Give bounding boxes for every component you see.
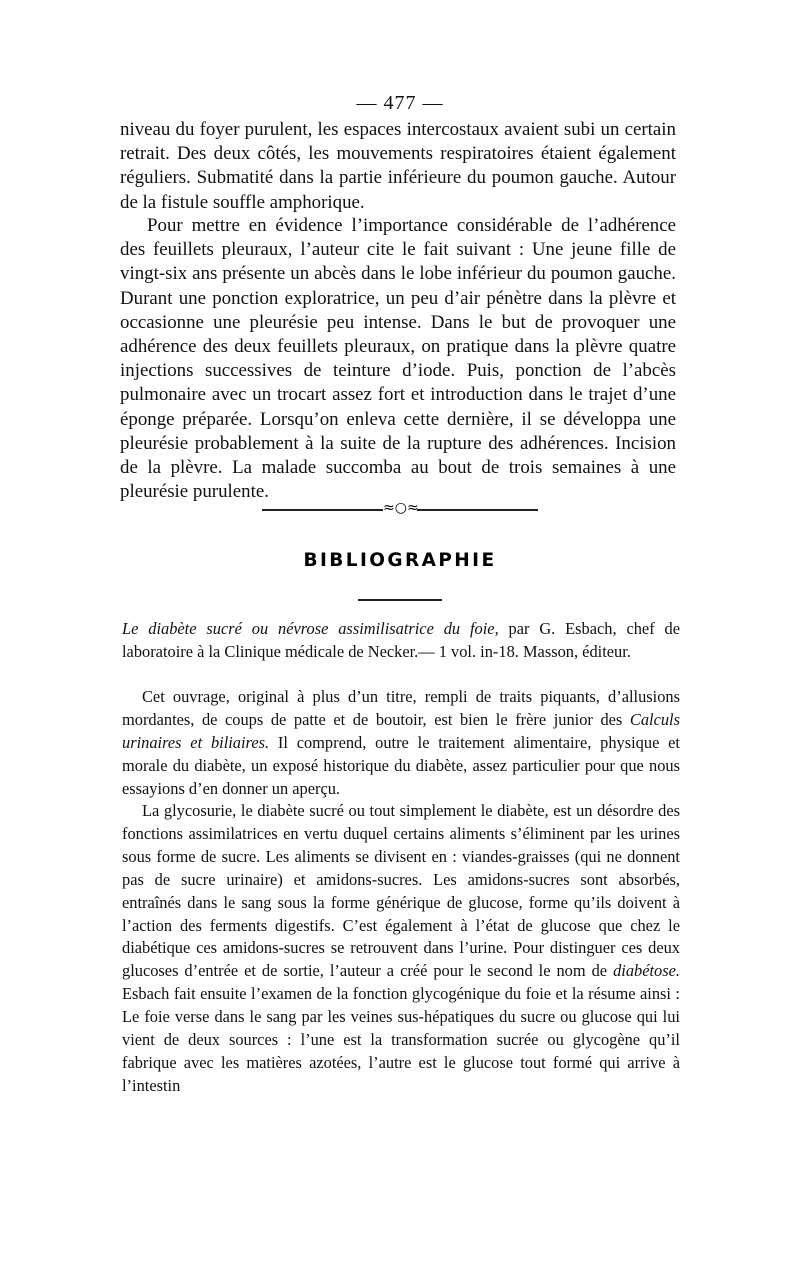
divider-ornament: ≈○≈: [383, 500, 419, 516]
review-text: La glycosurie, le diabète sucré ou tout simplement le diabète, est un désordre des fonctions assimilatrices en vertu duquel certains aliments s’éliminent par les urines sous forme de sucre. Les aliments se divisent en : viandes-graisses (qui ne donnent pas de sucre urinaire) et amidons-sucres. Les amidons-sucres sont absorbés, entraînés dans le sang sous la forme générique de glucose, forme qu’ils doivent à l’action des ferments digestifs. C’est également à l’état de glucose que chez le diabétique ces amidons-sucres se retrouvent dans l’urine. Pour distinguer ces deux glucoses d’entrée et de sortie, l’auteur a créé pour le second le nom de: [122, 801, 680, 981]
paragraph-continued: niveau du foyer purulent, les espaces intercostaux avaient subi un certain retrait. Des deux côtés, les mouvements respiratoires étaient également réguliers. Submatité dans la partie inférieure du poumon gauche. Autour de la fistule souffle amphorique.: [120, 119, 676, 213]
review-paragraph-glycosuria: [122, 800, 680, 1098]
bibliography-reference: [122, 618, 680, 664]
heading-underline: [358, 599, 442, 601]
page-number: — 477 —: [356, 92, 444, 114]
paragraph-case-report: Pour mettre en évidence l’importance considérable de l’adhérence des feuillets pleuraux, l’auteur cite le fait suivant : Une jeune fille de vingt-six ans présente un abcès dans le lobe inférieur du poumon gauche. Durant une ponction exploratrice, un peu d’air pénètre dans la plèvre et occasionne une pleurésie peu intense. Dans le but de provoquer une adhérence des deux feuillets pleuraux, on pratique dans la plèvre quatre injections successives de teinture d’iode. Puis, ponction de l’abcès pulmonaire avec un trocart assez fort et introduction dans le trajet d’une éponge préparée. Lorsqu’on enleva cette dernière, il se développa une pleurésie probablement à la suite de la rupture des adhérences. Incision de la plèvre. La malade succomba au bout de trois semaines à une pleurésie purulente.: [120, 215, 676, 503]
review-text: Il comprend, outre le traitement alimentaire, physique et morale du diabète, un exposé historique du diabète, assez particulier pour que nous essayions d’en donner un aperçu.: [122, 732, 680, 798]
review-text: Esbach fait ensuite l’examen de la fonction glycogénique du foie et la résume ainsi : Le foie verse dans le sang par les veines sus-hépatiques du sucre ou glucose qui lui vient de deux sources : l’une est la transformation sucrée ou glycogène qu’il fabrique avec les matières azotées, l’autre est le glucose tout formé qui arrive à l’intestin: [122, 984, 680, 1095]
cited-work-title: Calculs urinaires et biliaires.: [122, 709, 680, 752]
section-heading: BIBLIOGRAPHIE: [303, 550, 497, 571]
review-paragraph-intro: [122, 686, 680, 801]
review-text: Cet ouvrage, original à plus d’un titre, rempli de traits piquants, d’allusions mordantes, de coups de patte et de boutoir, est bien le frère junior des: [122, 687, 680, 729]
reference-title: Le diabète sucré ou névrose assimilisatrice du foie,: [122, 619, 499, 638]
reference-details: par G. Esbach, chef de laboratoire à la Clinique médicale de Necker.— 1 vol. in-18. Masson, éditeur.: [122, 619, 680, 661]
term-italic: diabétose.: [613, 961, 680, 981]
